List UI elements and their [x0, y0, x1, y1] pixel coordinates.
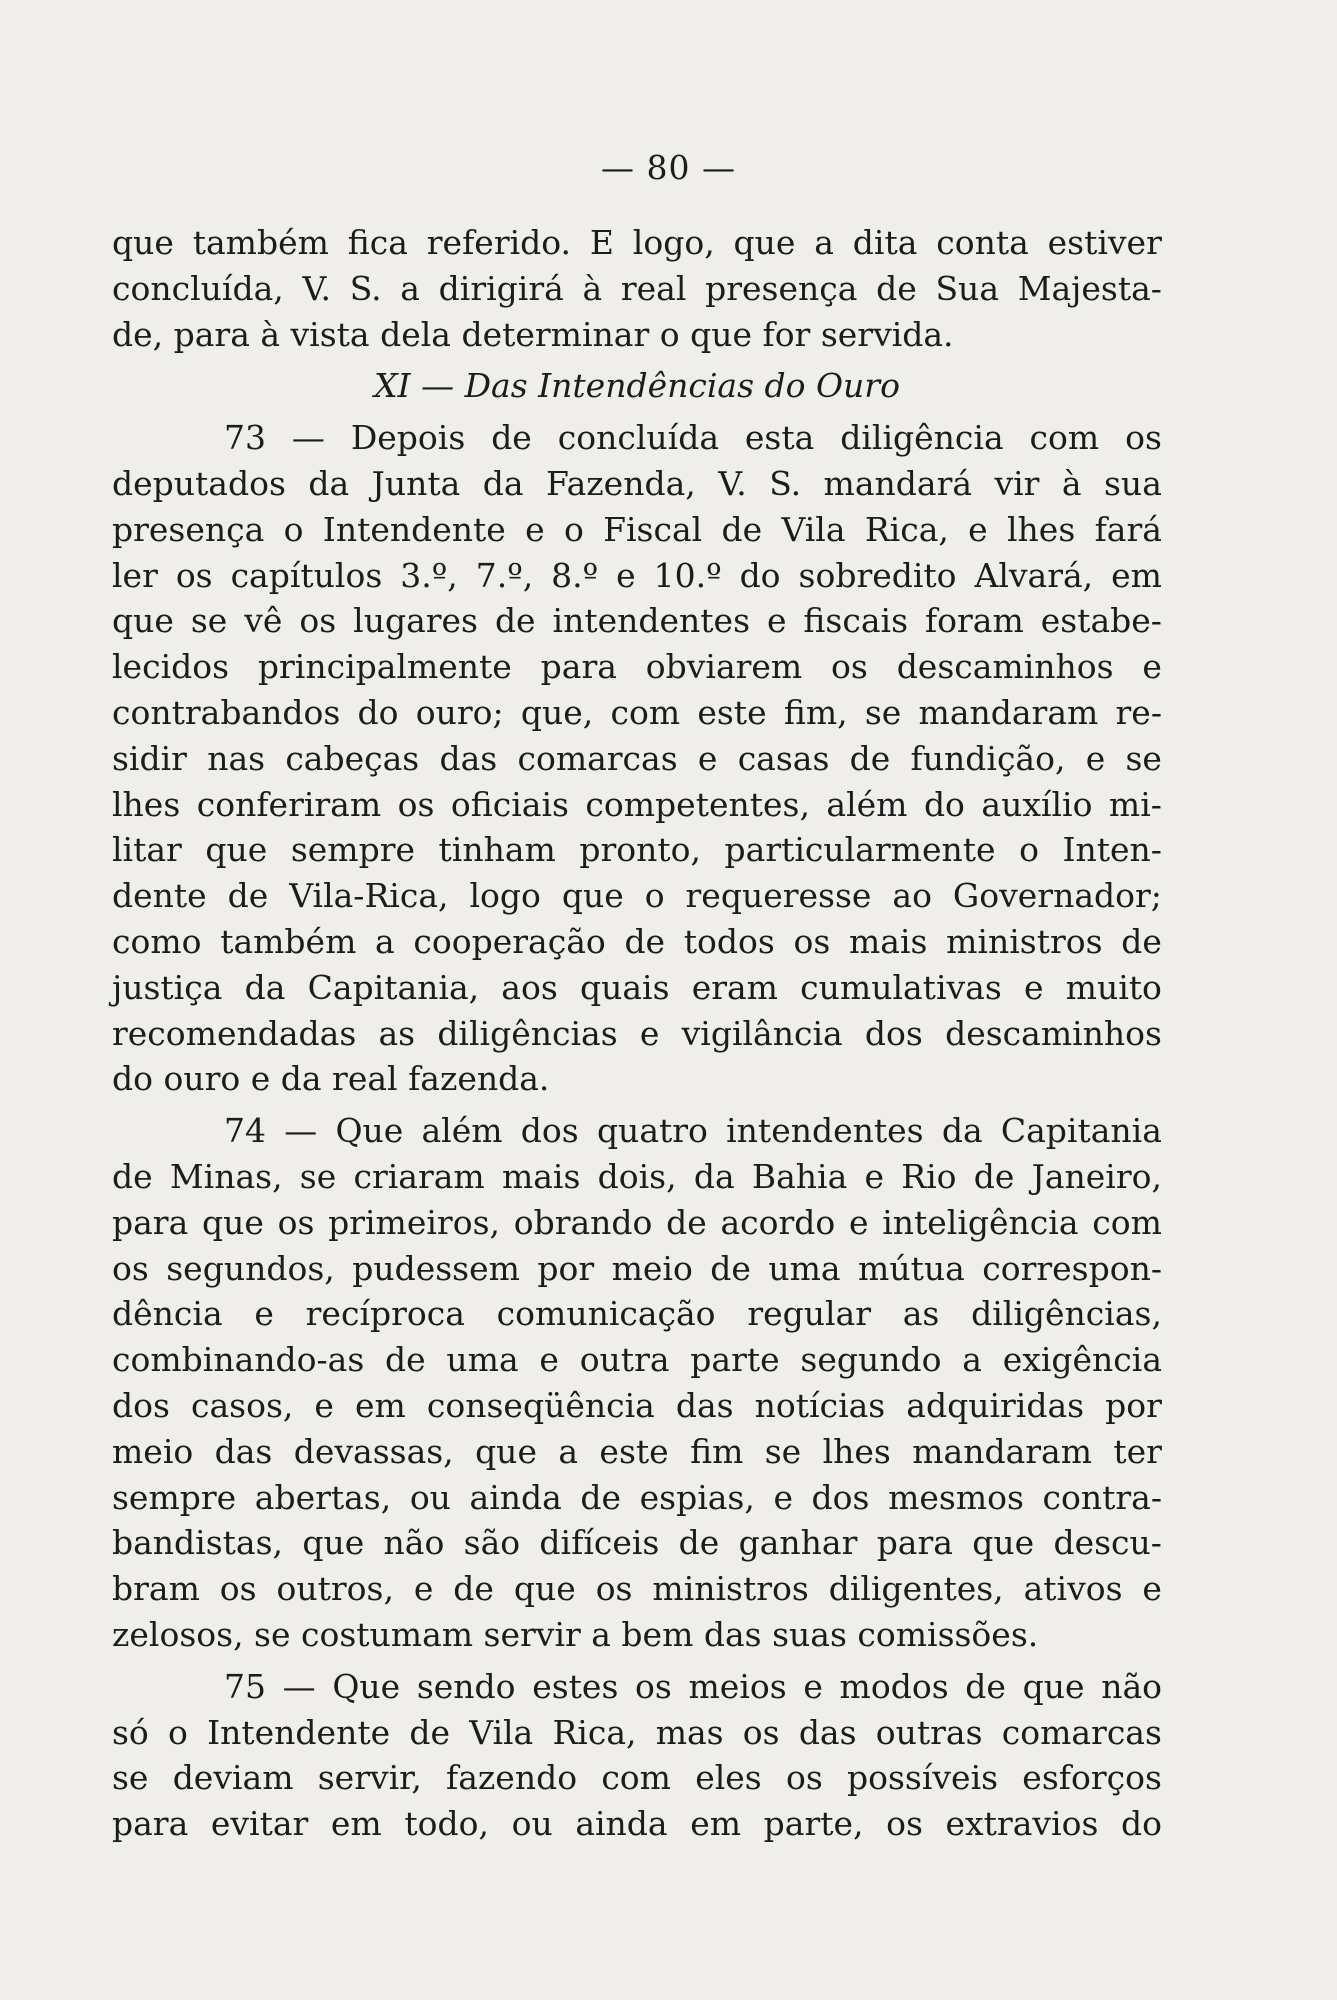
text-line: presença o Intendente e o Fiscal de Vila Rica, e lhes fará: [112, 509, 1162, 549]
text-line: combinando-as de uma e outra parte segundo a exigência: [112, 1340, 1162, 1380]
text-line: meio das devassas, que a este fim se lhes mandaram ter: [112, 1431, 1162, 1471]
text-line: para evitar em todo, ou ainda em parte, os extravios do: [112, 1804, 1162, 1844]
text-line: como também a cooperação de todos os mais ministros de: [112, 921, 1162, 961]
text-line: dência e recíproca comunicação regular as diligências,: [112, 1294, 1162, 1334]
text-line: sempre abertas, ou ainda de espias, e dos mesmos contra-: [112, 1477, 1162, 1517]
text-line: contrabandos do ouro; que, com este fim, se mandaram re-: [112, 692, 1162, 732]
text-line: bram os outros, e de que os ministros diligentes, ativos e: [112, 1569, 1162, 1609]
text-line: para que os primeiros, obrando de acordo e inteligência com: [112, 1202, 1162, 1242]
page-number: — 80 —: [601, 148, 736, 187]
paragraph-start: 73 — Depois de concluída esta diligência com os: [224, 418, 1162, 458]
text-line: que também fica referido. E logo, que a dita conta estiver: [112, 223, 1162, 262]
text-line: que se vê os lugares de intendentes e fiscais foram estabe-: [112, 601, 1162, 641]
text-line: litar que sempre tinham pronto, particularmente o Inten-: [112, 830, 1162, 870]
text-line: recomendadas as diligências e vigilância dos descaminhos: [112, 1013, 1162, 1053]
text-line: deputados da Junta da Fazenda, V. S. mandará vir à sua: [112, 463, 1162, 503]
text-line: dente de Vila-Rica, logo que o requeresse ao Governador;: [112, 876, 1162, 916]
text-line: os segundos, pudessem por meio de uma mútua correspon-: [112, 1248, 1162, 1288]
section-heading: XI — Das Intendências do Ouro: [374, 366, 900, 406]
text-line: se deviam servir, fazendo com eles os possíveis esforços: [112, 1758, 1162, 1798]
text-line: só o Intendente de Vila Rica, mas os das outras comarcas: [112, 1712, 1162, 1752]
text-line: de Minas, se criaram mais dois, da Bahia e Rio de Janeiro,: [112, 1156, 1162, 1196]
paragraph-start: 75 — Que sendo estes os meios e modos de que não: [224, 1666, 1162, 1706]
text-line: concluída, V. S. a dirigirá à real presença de Sua Majesta-: [112, 268, 1162, 308]
text-line: lecidos principalmente para obviarem os descaminhos e: [112, 647, 1162, 687]
text-line: do ouro e da real fazenda.: [112, 1059, 550, 1099]
text-line: bandistas, que não são difíceis de ganhar para que descu-: [112, 1523, 1162, 1563]
body-text: [112, 220, 1162, 1847]
text-line: ler os capítulos 3.º, 7.º, 8.º e 10.º do sobredito Alvará, em: [112, 555, 1162, 595]
text-line: de, para à vista dela determinar o que for servida.: [112, 314, 954, 354]
text-line: dos casos, e em conseqüência das notícias adquiridas por: [112, 1385, 1162, 1425]
text-line: zelosos, se costumam servir a bem das suas comissões.: [112, 1614, 1039, 1654]
text-line: justiça da Capitania, aos quais eram cumulativas e muito: [112, 967, 1162, 1007]
paragraph-start: 74 — Que além dos quatro intendentes da Capitania: [224, 1111, 1162, 1151]
text-line: sidir nas cabeças das comarcas e casas de fundição, e se: [112, 738, 1162, 778]
text-line: lhes conferiram os oficiais competentes, além do auxílio mi-: [112, 784, 1162, 824]
